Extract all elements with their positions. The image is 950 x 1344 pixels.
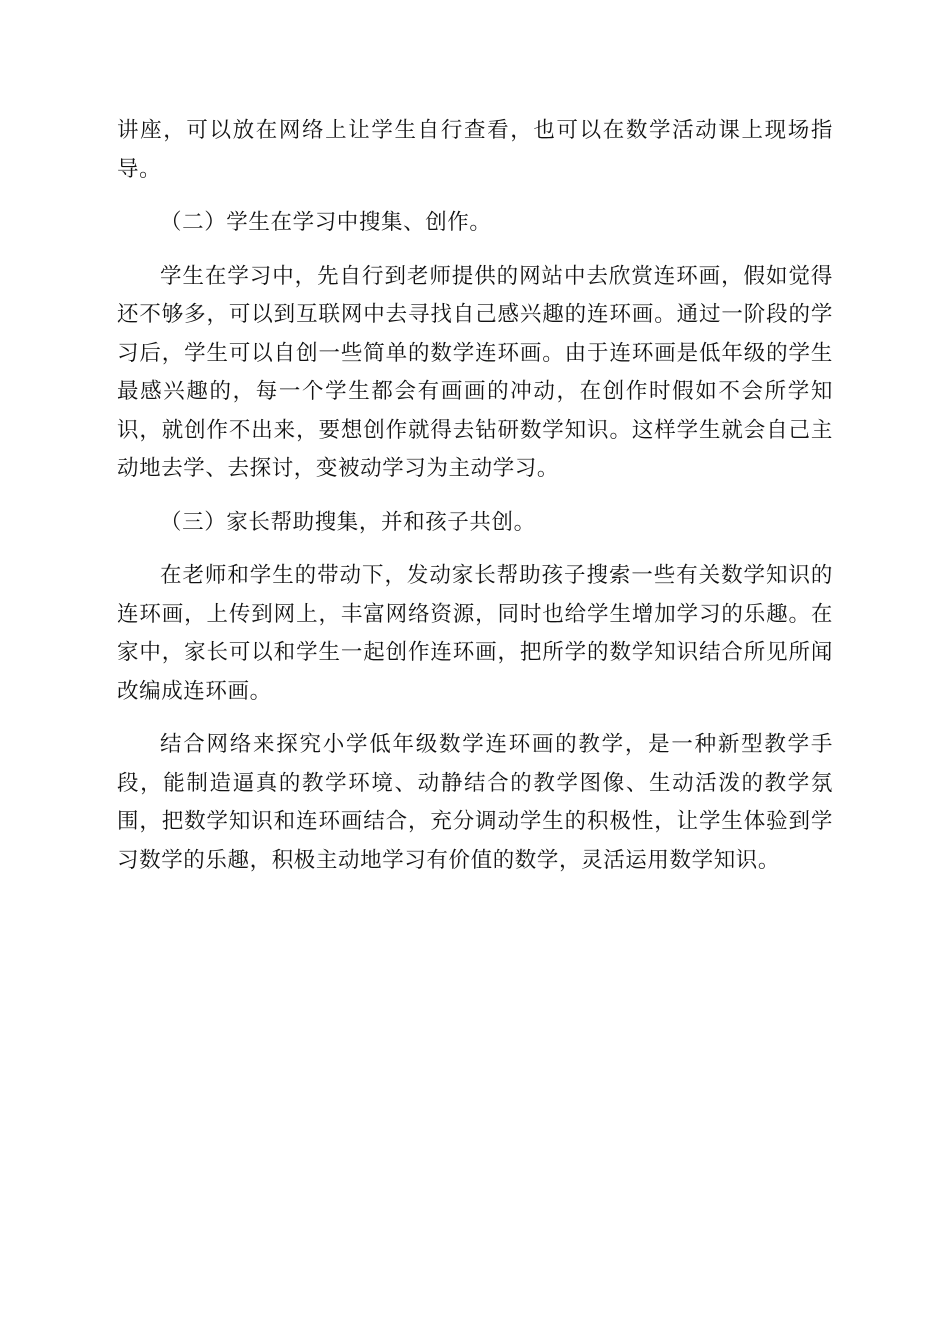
section-heading-2: （二）学生在学习中搜集、创作。 [160,210,492,235]
section-heading-3: （三）家长帮助搜集，并和孩子共创。 [160,509,536,535]
document-body [117,112,833,880]
paragraph-conclusion: 结合网络来探究小学低年级数学连环画的教学，是一种新型教学手段，能制造逼真的教学环境、动静结合的教学图像、生动活泼的教学氛围，把数学知识和连环画结合，充分调动学生的积极性，让学生体验到学习数学的乐趣，积极主动地学习有价值的数学，灵活运用数学知识。 [117,732,833,873]
paragraph-parent-help: 在老师和学生的带动下，发动家长帮助孩子搜索一些有关数学知识的连环画，上传到网上，丰富网络资源，同时也给学生增加学习的乐趣。在家中，家长可以和学生一起创作连环画，把所学的数学知识结合所见所闻改编成连环画。 [117,563,833,704]
paragraph-continuation: 讲座，可以放在网络上让学生自行查看，也可以在数学活动课上现场指导。 [117,118,833,182]
paragraph-student-creation: 学生在学习中，先自行到老师提供的网站中去欣赏连环画，假如觉得还不够多，可以到互联网中去寻找自己感兴趣的连环画。通过一阶段的学习后，学生可以自创一些简单的数学连环画。由于连环画是低年级的学生最感兴趣的，每一个学生都会有画画的冲动，在创作时假如不会所学知识，就创作不出来，要想创作就得去钻研数学知识。这样学生就会自己主动地去学、去探讨，变被动学习为主动学习。 [117,263,833,481]
